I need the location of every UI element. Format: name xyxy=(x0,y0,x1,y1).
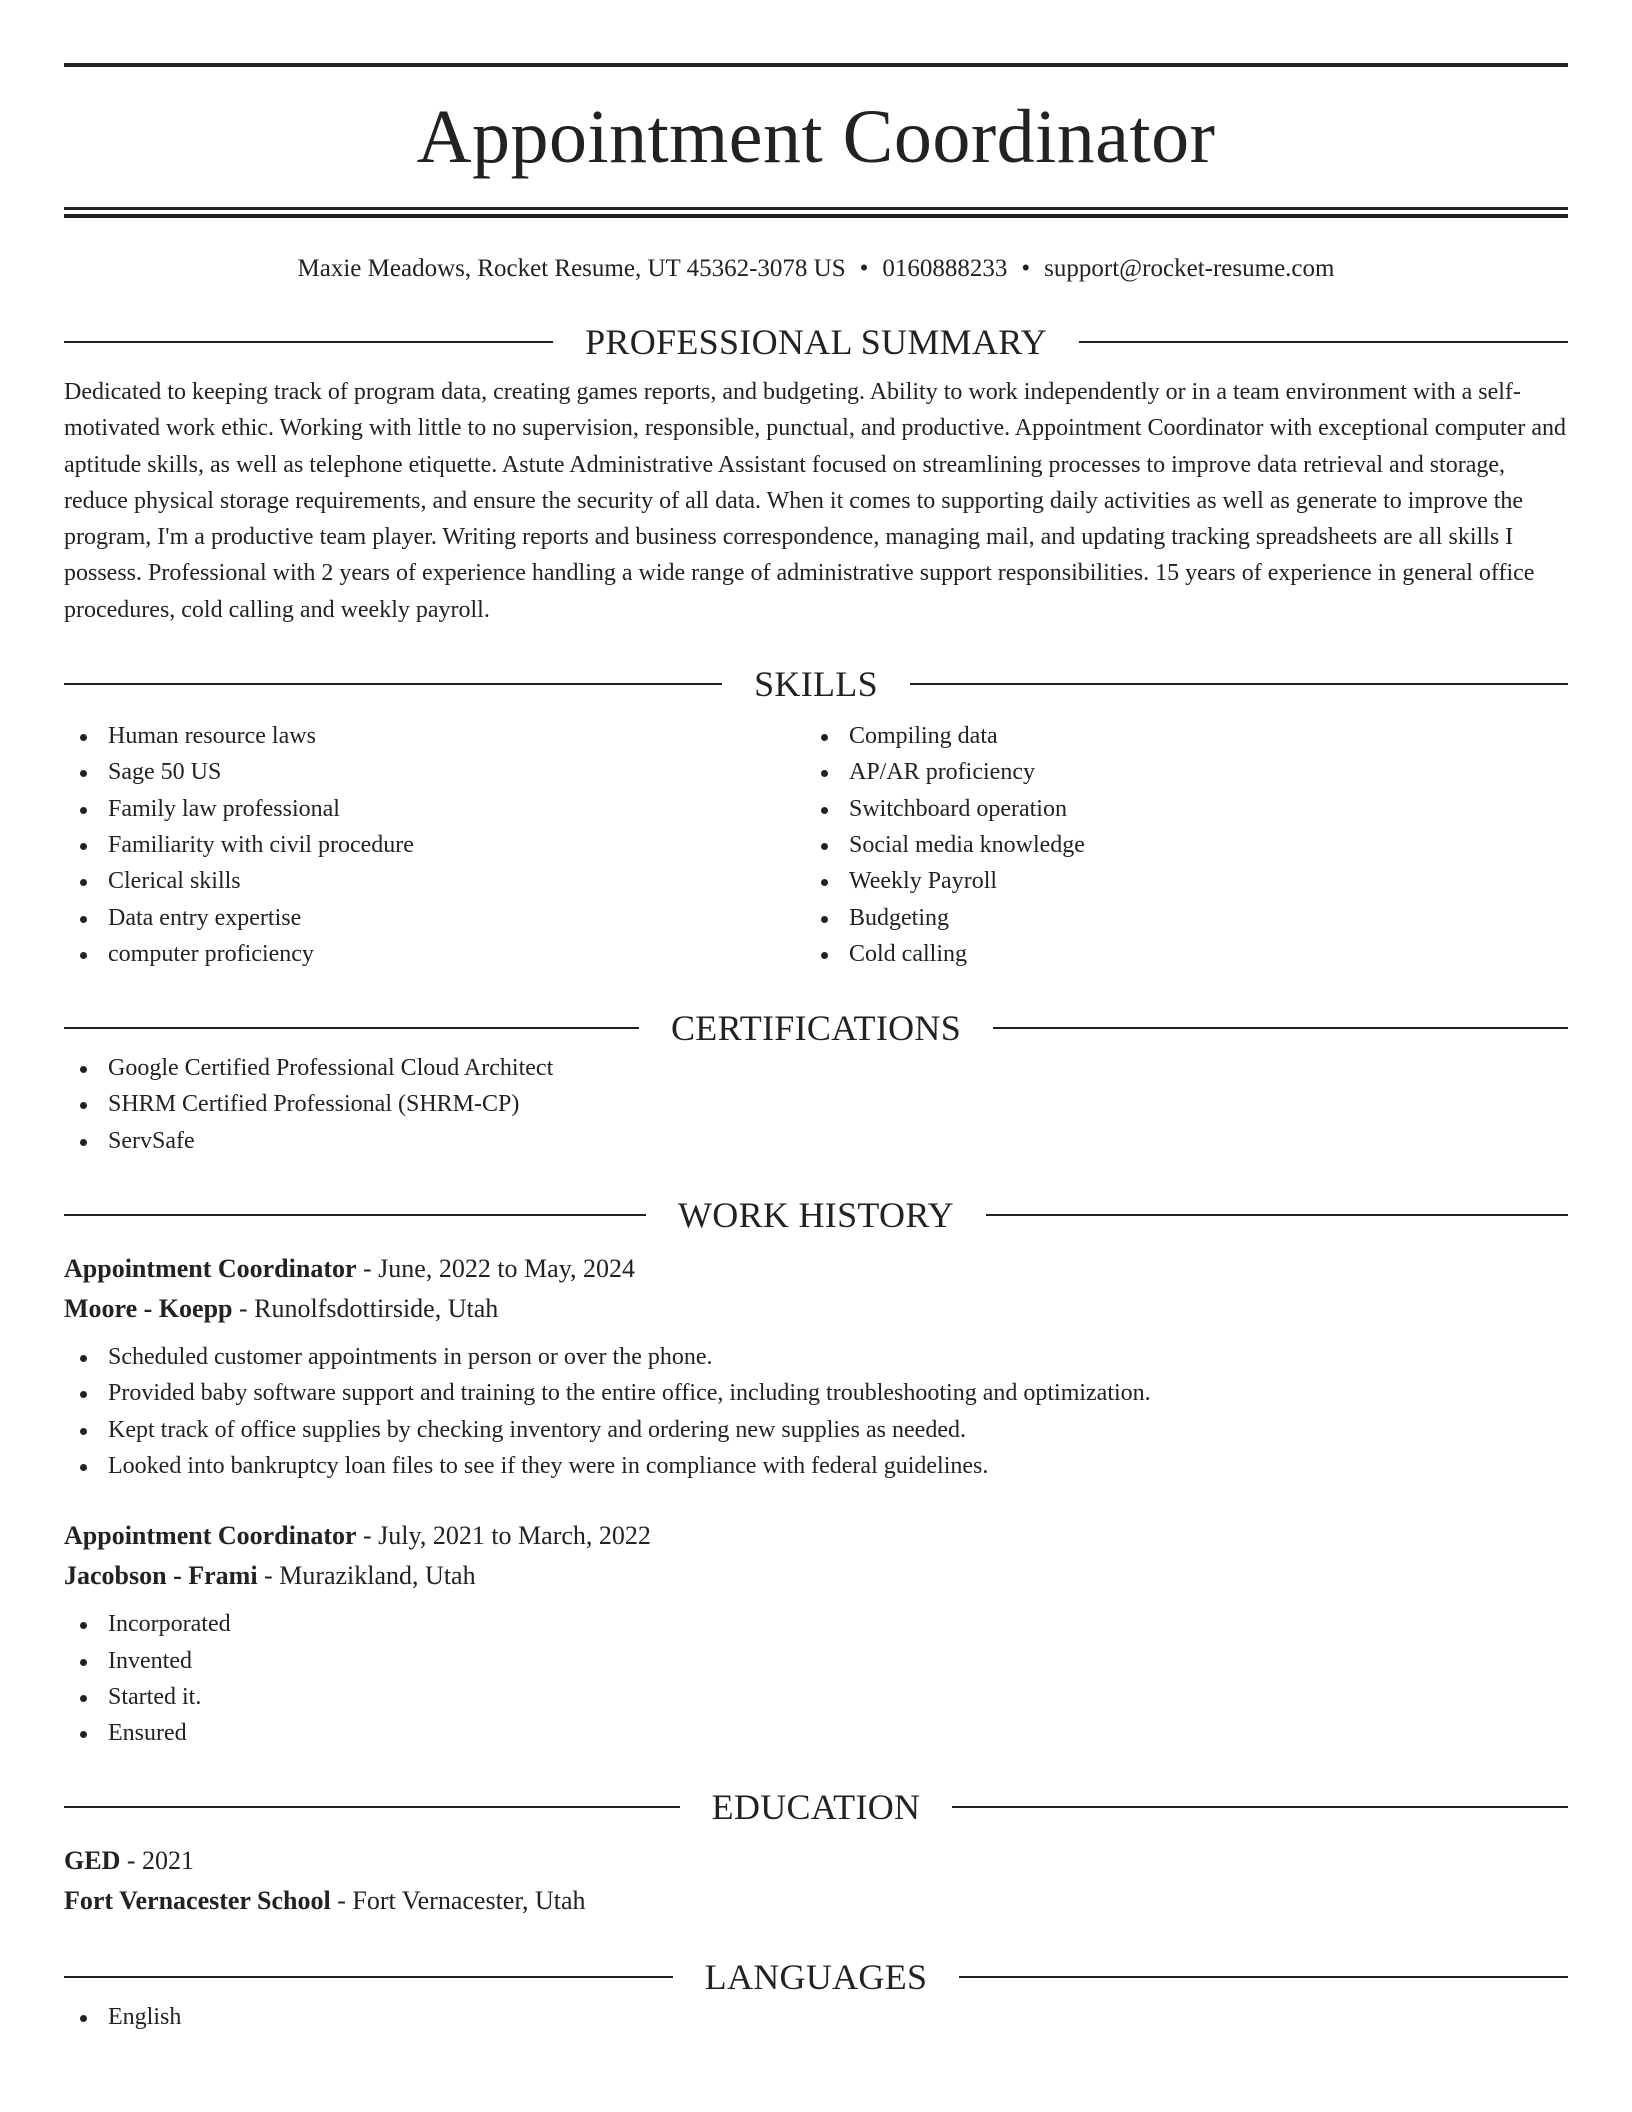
job-role: Appointment Coordinator xyxy=(64,1521,357,1551)
certification-item: ServSafe xyxy=(64,1123,1568,1159)
job-dates: - June, 2022 to May, 2024 xyxy=(363,1254,636,1284)
section-title: CERTIFICATIONS xyxy=(670,1008,962,1049)
contact-separator: • xyxy=(1021,255,1031,282)
summary-text: Dedicated to keeping track of program data, creating games reports, and budgeting. Ability to work independently or in a team environment with a self-motivated work ethic. Working with little to no supervision, responsible, punctual, and productive. Appointment Coordinator with exceptional computer and aptitude skills, as well as telephone etiquette. Astute Administrative Assistant focused on streamlining processes to improve data retrieval and storage, reduce physical storage requirements, and ensure the security of all data. When it comes to supporting daily activities as well as generate to improve the program, I'm a productive team player. Writing reports and business correspondence, managing mail, and updating tracking spreadsheets are all skills I possess. Professional with 2 years of experience handling a wide range of administrative support responsibilities. 15 years of experience in general office procedures, cold calling and weekly payroll. xyxy=(64,379,1567,623)
skill-item: Data entry expertise xyxy=(64,900,816,936)
skill-item: computer proficiency xyxy=(64,936,816,972)
education-degree: GED xyxy=(64,1846,121,1876)
contact-email: support@rocket-resume.com xyxy=(1044,255,1335,282)
skill-item: Compiling data xyxy=(816,718,1568,754)
skill-item: Sage 50 US xyxy=(64,754,816,790)
job-location: - Runolfsdottirside, Utah xyxy=(239,1294,499,1324)
job-entry xyxy=(64,1516,1568,1751)
job-role-line xyxy=(64,1249,1568,1289)
job-duty-item: Incorporated xyxy=(64,1606,1568,1642)
section-heading-skills xyxy=(64,662,1568,706)
skill-item: Social media knowledge xyxy=(816,827,1568,863)
contact-address: Maxie Meadows, Rocket Resume, UT 45362-3078 US xyxy=(297,255,846,282)
job-duty-item: Scheduled customer appointments in person or over the phone. xyxy=(64,1339,1568,1375)
language-item: English xyxy=(64,1999,1568,2035)
section-title: WORK HISTORY xyxy=(678,1195,954,1236)
heading-rule xyxy=(959,1976,1568,1978)
skills-column-left xyxy=(64,718,816,972)
job-duty-item: Started it. xyxy=(64,1679,1568,1715)
education-degree-line xyxy=(64,1841,1568,1881)
education-year: - 2021 xyxy=(126,1846,195,1876)
heading-rule xyxy=(952,1806,1568,1808)
section-heading-education xyxy=(64,1785,1568,1829)
job-company: Moore - Koepp xyxy=(64,1294,233,1324)
skill-item: Budgeting xyxy=(816,900,1568,936)
skill-item: Switchboard operation xyxy=(816,791,1568,827)
section-heading-summary xyxy=(64,320,1568,364)
certification-item: SHRM Certified Professional (SHRM-CP) xyxy=(64,1086,1568,1122)
contact-phone: 0160888233 xyxy=(882,255,1008,282)
job-duties xyxy=(64,1339,1568,1484)
skill-item: Family law professional xyxy=(64,791,816,827)
job-duties xyxy=(64,1606,1568,1751)
section-title: PROFESSIONAL SUMMARY xyxy=(585,322,1047,362)
skill-item: Human resource laws xyxy=(64,718,816,754)
heading-rule xyxy=(64,683,722,685)
contact-line xyxy=(64,252,1568,286)
skill-item: Weekly Payroll xyxy=(816,863,1568,899)
job-role: Appointment Coordinator xyxy=(64,1254,357,1284)
job-duty-item: Ensured xyxy=(64,1715,1568,1751)
resume-page xyxy=(64,0,1568,2036)
skill-item: AP/AR proficiency xyxy=(816,754,1568,790)
job-location: - Murazikland, Utah xyxy=(264,1561,476,1591)
title-double-rule xyxy=(64,207,1568,218)
certifications-list xyxy=(64,1050,1568,1159)
section-title: SKILLS xyxy=(754,664,878,705)
heading-rule xyxy=(986,1214,1568,1216)
heading-rule xyxy=(64,1806,680,1808)
heading-rule xyxy=(64,1214,646,1216)
job-entry xyxy=(64,1249,1568,1484)
heading-rule xyxy=(910,683,1568,685)
heading-rule xyxy=(64,341,553,343)
job-duty-item: Provided baby software support and training to the entire office, including troubleshooting and optimization. xyxy=(64,1375,1568,1411)
section-heading-certifications xyxy=(64,1006,1568,1050)
education-location: - Fort Vernacester, Utah xyxy=(337,1886,586,1916)
skills-list xyxy=(64,718,1568,972)
skill-item: Clerical skills xyxy=(64,863,816,899)
heading-rule xyxy=(1079,341,1568,343)
certification-item: Google Certified Professional Cloud Architect xyxy=(64,1050,1568,1086)
section-heading-work-history xyxy=(64,1193,1568,1237)
job-role-line xyxy=(64,1516,1568,1556)
job-company-line xyxy=(64,1289,1568,1329)
skill-item: Cold calling xyxy=(816,936,1568,972)
languages-list xyxy=(64,1999,1568,2035)
job-dates: - July, 2021 to March, 2022 xyxy=(363,1521,651,1551)
job-duty-item: Kept track of office supplies by checking inventory and ordering new supplies as needed. xyxy=(64,1412,1568,1448)
job-duty-item: Invented xyxy=(64,1643,1568,1679)
job-company: Jacobson - Frami xyxy=(64,1561,258,1591)
education-school: Fort Vernacester School xyxy=(64,1886,331,1916)
contact-separator: • xyxy=(859,255,869,282)
education-school-line xyxy=(64,1881,1568,1921)
education-entry xyxy=(64,1841,1568,1921)
job-company-line xyxy=(64,1556,1568,1596)
job-duty-item: Looked into bankruptcy loan files to see if they were in compliance with federal guidelines. xyxy=(64,1448,1568,1484)
skill-item: Familiarity with civil procedure xyxy=(64,827,816,863)
heading-rule xyxy=(64,1976,673,1978)
skills-column-right xyxy=(816,718,1568,972)
resume-title: Appointment Coordinator xyxy=(416,95,1216,179)
section-heading-languages xyxy=(64,1955,1568,1999)
top-rule xyxy=(64,63,1568,67)
heading-rule xyxy=(64,1027,639,1029)
section-title: EDUCATION xyxy=(711,1787,921,1828)
section-title: LANGUAGES xyxy=(704,1957,928,1998)
heading-rule xyxy=(993,1027,1568,1029)
